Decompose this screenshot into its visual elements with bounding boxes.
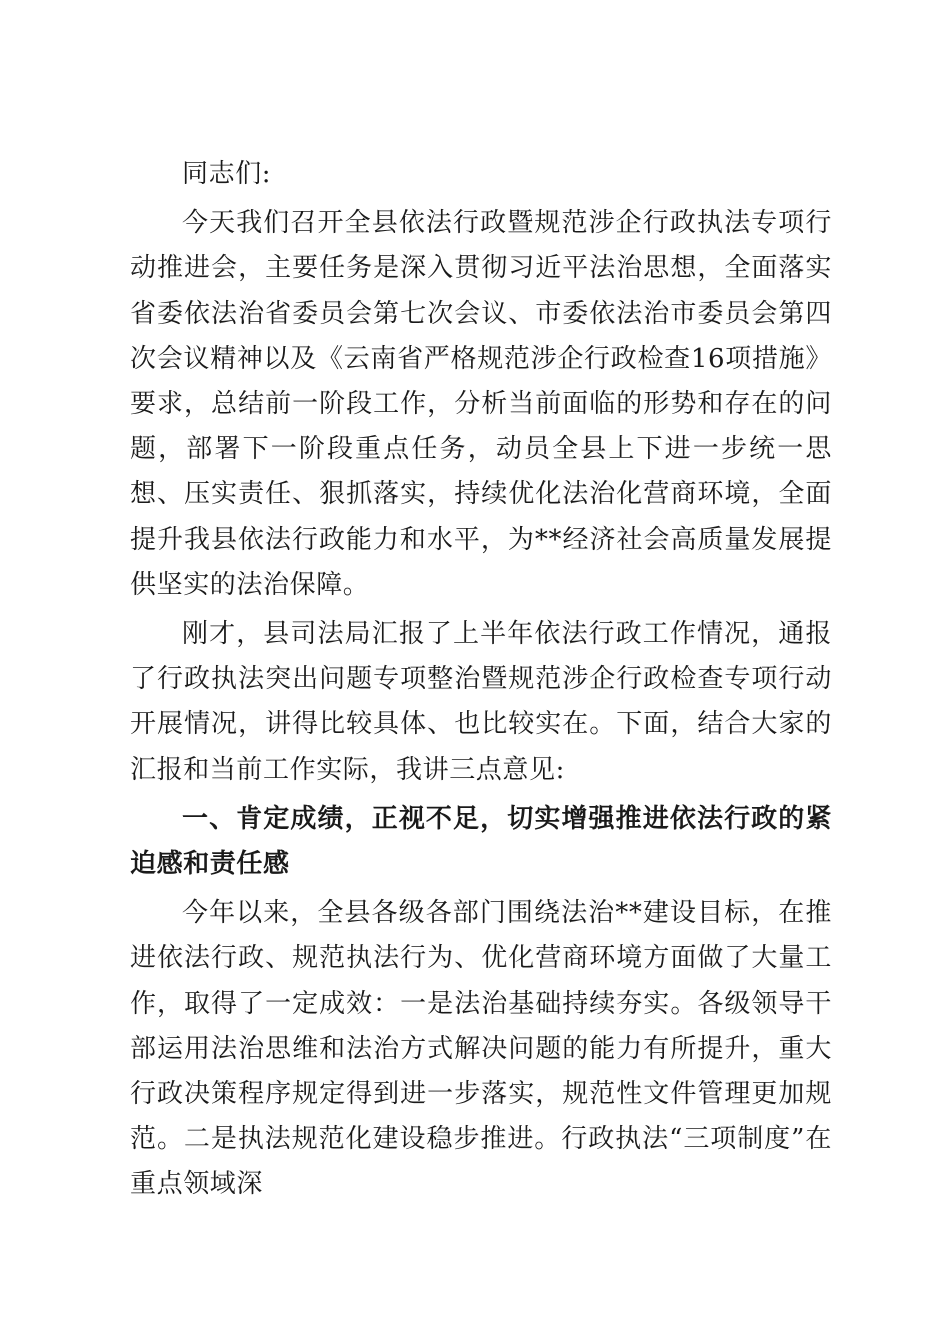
opening-paragraph: 今天我们召开全县依法行政暨规范涉企行政执法专项行动推进会，主要任务是深入贯彻习近平法治思想，全面落实省委依法治省委员会第七次会议、市委依法治市委员会第四次会议精神以及《云南省严格规范涉企行政检查16项措施》要求，总结前一阶段工作，分析当前面临的形势和存在的问题，部署下一阶段重点任务，动员全县上下进一步统一思想、压实责任、狠抓落实，持续优化法治化营商环境，全面提升我县依法行政能力和水平，为**经济社会高质量发展提供坚实的法治保障。 xyxy=(130,208,832,600)
salutation: 同志们: xyxy=(182,159,272,189)
report-paragraph: 刚才，县司法局汇报了上半年依法行政工作情况，通报了行政执法突出问题专项整治暨规范涉企行政检查专项行动开展情况，讲得比较具体、也比较实在。下面，结合大家的汇报和当前工作实际，我讲三点意见: xyxy=(130,619,832,785)
section-heading: 一、肯定成绩，正视不足，切实增强推进依法行政的紧迫感和责任感 xyxy=(130,803,832,880)
section-paragraph: 今年以来，全县各级各部门围绕法治**建设目标，在推进依法行政、规范执法行为、优化营商环境方面做了大量工作，取得了一定成效：一是法治基础持续夯实。各级领导干部运用法治思维和法治方式解决问题的能力有所提升，重大行政决策程序规定得到进一步落实，规范性文件管理更加规范。二是执法规范化建设稳步推进。行政执法“三项制度”在重点领域深 xyxy=(130,898,832,1200)
document-body xyxy=(130,152,832,1212)
